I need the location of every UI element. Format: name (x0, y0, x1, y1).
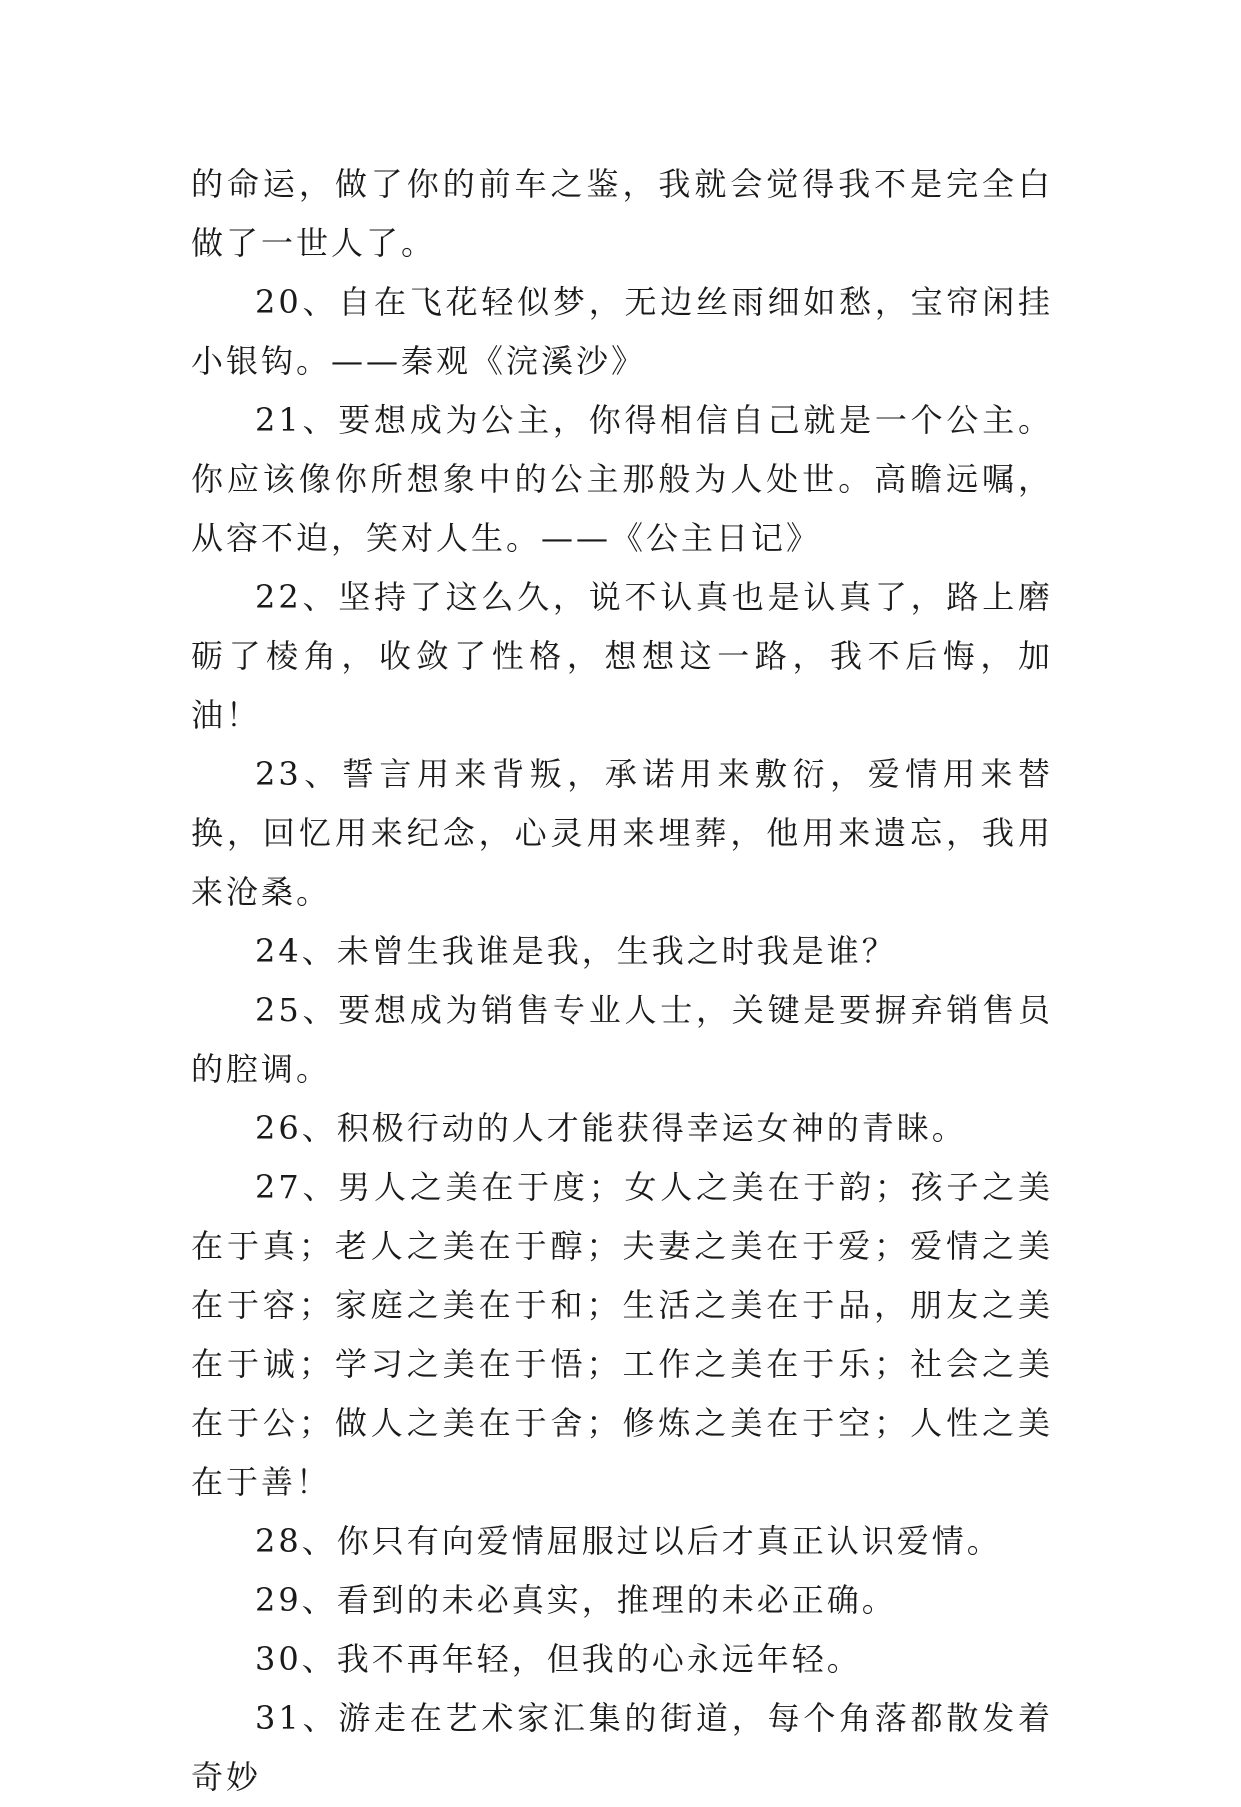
paragraph-24: 24、未曾生我谁是我，生我之时我是谁？ (255, 932, 897, 970)
paragraph-31: 31、游走在艺术家汇集的街道，每个角落都散发着奇妙 (191, 1699, 1053, 1796)
paragraph-29: 29、看到的未必真实，推理的未必正确。 (255, 1581, 897, 1619)
paragraph-30: 30、我不再年轻，但我的心永远年轻。 (255, 1640, 862, 1678)
paragraph-27: 27、男人之美在于度；女人之美在于韵；孩子之美在于真；老人之美在于醇；夫妻之美在于爱；爱情之美在于容；家庭之美在于和；生活之美在于品，朋友之美在于诚；学习之美在于悟；工作之美在于乐；社会之美在于公；做人之美在于舍；修炼之美在于空；人性之美在于善！ (191, 1168, 1053, 1501)
paragraph-28: 28、你只有向爱情屈服过以后才真正认识爱情。 (255, 1522, 1002, 1560)
paragraph-21: 21、要想成为公主，你得相信自己就是一个公主。你应该像你所想象中的公主那般为人处世。高瞻远嘱，从容不迫，笑对人生。——《公主日记》 (191, 401, 1053, 557)
document-page (191, 155, 1053, 1807)
paragraph-26: 26、积极行动的人才能获得幸运女神的青睐。 (255, 1109, 967, 1147)
paragraph-continuation: 的命运，做了你的前车之鉴，我就会觉得我不是完全白做了一世人了。 (191, 165, 1053, 262)
paragraph-25: 25、要想成为销售专业人士，关键是要摒弃销售员的腔调。 (191, 991, 1053, 1088)
paragraph-20: 20、自在飞花轻似梦，无边丝雨细如愁，宝帘闲挂小银钩。——秦观《浣溪沙》 (191, 283, 1053, 380)
paragraph-23: 23、誓言用来背叛，承诺用来敷衍，爱情用来替换，回忆用来纪念，心灵用来埋葬，他用来遗忘，我用来沧桑。 (191, 755, 1053, 911)
paragraph-22: 22、坚持了这么久，说不认真也是认真了，路上磨砺了棱角，收敛了性格，想想这一路，我不后悔，加油！ (191, 578, 1053, 734)
